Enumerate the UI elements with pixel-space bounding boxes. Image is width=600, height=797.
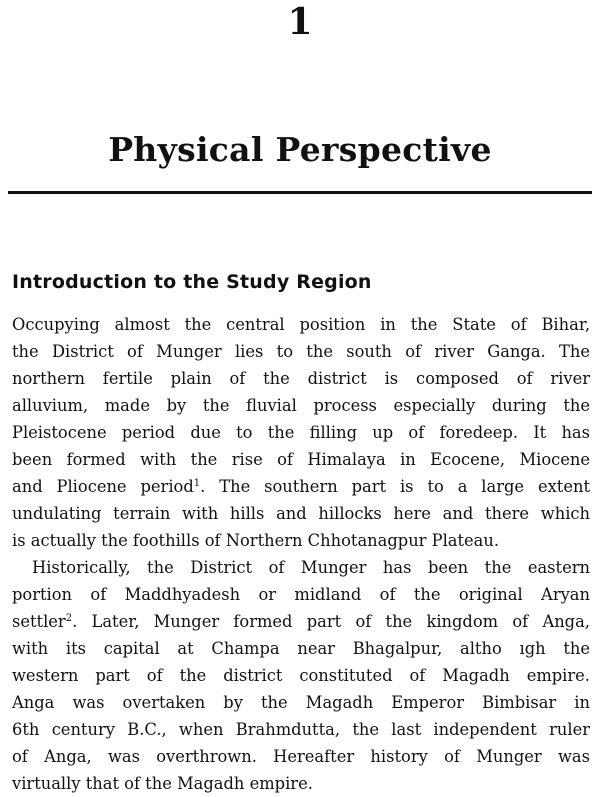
title-divider [8, 191, 592, 194]
text-segment: settler [12, 612, 66, 631]
paragraph-1 [12, 311, 590, 554]
text-line: alluvium, made by the fluvial process especially during the [12, 396, 590, 415]
chapter-title: Physical Perspective [108, 130, 492, 169]
section-heading: Introduction to the Study Region [12, 271, 372, 293]
paragraph-2 [12, 554, 590, 797]
text-line [12, 608, 590, 635]
text-line: Anga was overtaken by the Magadh Emperor Bimbisar in [12, 693, 590, 712]
body-text [12, 311, 590, 797]
text-line: northern fertile plain of the district is composed of river [12, 369, 590, 388]
text-line: the District of Munger lies to the south of river Ganga. The [12, 342, 590, 361]
text-line: of Anga, was overthrown. Hereafter history of Munger was [12, 747, 590, 766]
text-line: with its capital at Champa near Bhagalpur, altho ıgh the [12, 639, 590, 658]
text-line: is actually the foothills of Northern Chhotanagpur Plateau. [12, 531, 500, 550]
text-line: portion of Maddhyadesh or midland of the original Aryan [12, 585, 590, 604]
text-line: western part of the district constituted of Magadh empire. [12, 666, 590, 685]
text-segment: . The southern part is to a large extent [200, 477, 590, 496]
text-segment: . Later, Munger formed part of the kingdom of Anga, [72, 612, 590, 631]
footnote-marker: 2 [65, 613, 73, 624]
text-line [12, 473, 590, 500]
chapter-number: 1 [287, 1, 313, 43]
text-segment: and Pliocene period [12, 477, 194, 496]
text-line: Pleistocene period due to the filling up of foredeep. It has [12, 423, 590, 442]
text-line: undulating terrain with hills and hillocks here and there which [12, 504, 590, 523]
text-line: been formed with the rise of Himalaya in Ecocene, Miocene [12, 450, 590, 469]
text-line: 6th century B.C., when Brahmdutta, the last independent ruler [12, 720, 590, 739]
footnote-marker: 1 [193, 478, 201, 489]
text-line: Historically, the District of Munger has been the eastern [32, 558, 590, 577]
text-line: virtually that of the Magadh empire. [12, 774, 313, 793]
text-line: Occupying almost the central position in the State of Bihar, [12, 315, 590, 334]
